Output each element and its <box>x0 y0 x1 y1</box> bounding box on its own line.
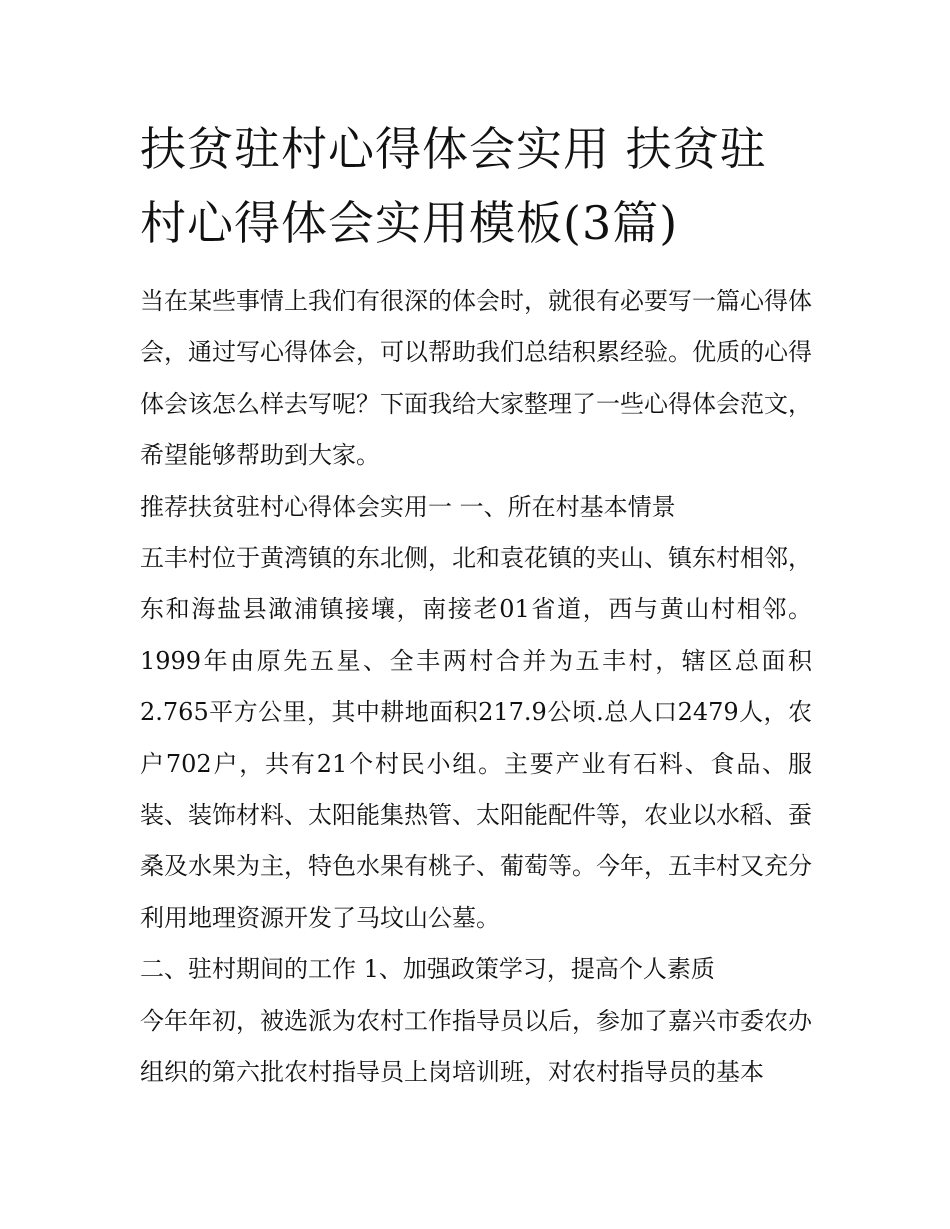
section-1-paragraph: 五丰村位于黄湾镇的东北侧，北和袁花镇的夹山、镇东村相邻，东和海盐县澉浦镇接壤，南接老01省道，西与黄山村相邻。1999年由原先五星、全丰两村合并为五丰村，辖区总面积2.765平方公里，其中耕地面积217.9公顷.总人口2479人，农户702户，共有21个村民小组。主要产业有石料、食品、服装、装饰材料、太阳能集热管、太阳能配件等，农业以水稻、蚕桑及水果为主，特色水果有桃子、葡萄等。今年，五丰村又充分利用地理资源开发了马坟山公墓。 <box>140 544 812 932</box>
section-1-heading: 推荐扶贫驻村心得体会实用一 一、所在村基本情景 <box>140 492 676 521</box>
section-2-heading: 二、驻村期间的工作 1、加强政策学习，提高个人素质 <box>140 955 715 984</box>
document-title: 扶贫驻村心得体会实用 扶贫驻村心得体会实用模板(3篇) <box>140 122 767 250</box>
document-content <box>140 112 812 1099</box>
intro-paragraph: 当在某些事情上我们有很深的体会时，就很有必要写一篇心得体会，通过写心得体会，可以帮助我们总结积累经验。优质的心得体会该怎么样去写呢？下面我给大家整理了一些心得体会范文，希望能够帮助到大家。 <box>140 287 812 470</box>
section-2-paragraph: 今年年初，被选派为农村工作指导员以后，参加了嘉兴市委农办组织的第六批农村指导员上岗培训班，对农村指导员的基本 <box>140 1006 812 1087</box>
